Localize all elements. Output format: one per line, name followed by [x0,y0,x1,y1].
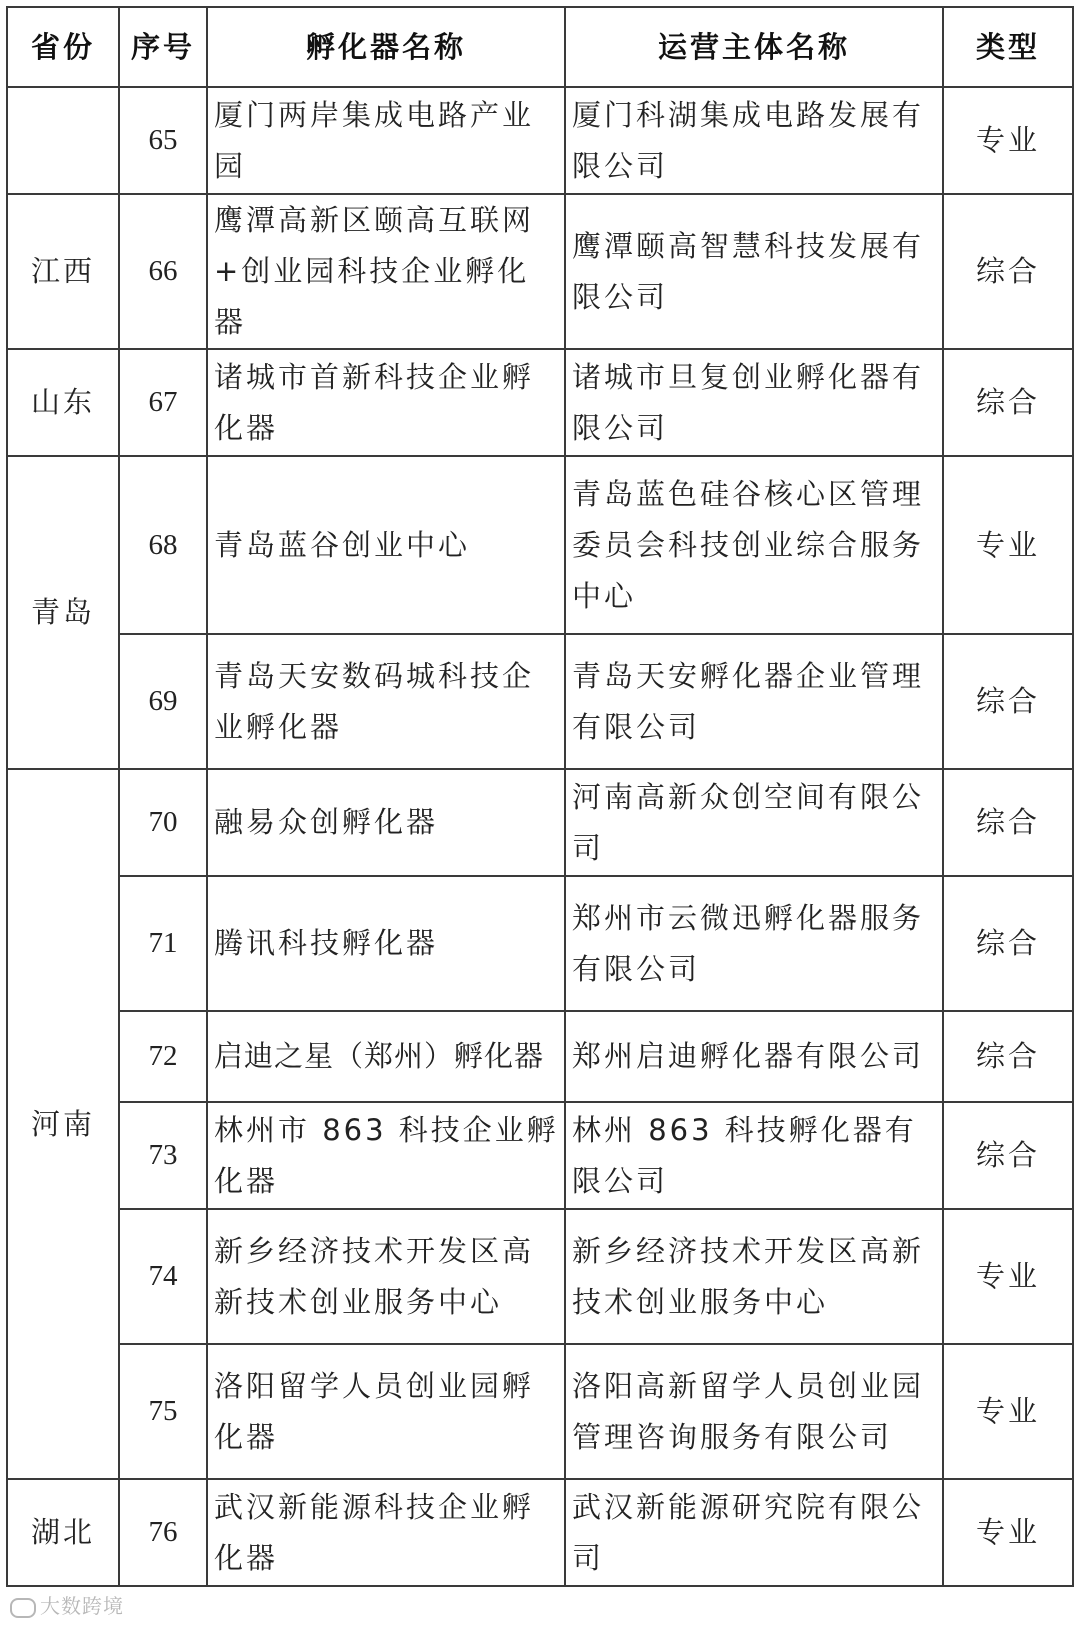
type-cell: 综合 [943,1011,1073,1102]
type-cell: 专业 [943,1479,1073,1586]
operator-name-cell: 鹰潭颐高智慧科技发展有限公司 [565,194,943,349]
operator-name-cell: 武汉新能源研究院有限公司 [565,1479,943,1586]
type-cell: 综合 [943,1102,1073,1209]
watermark [10,1590,124,1619]
operator-name-cell: 青岛蓝色硅谷核心区管理委员会科技创业综合服务中心 [565,456,943,634]
type-cell: 专业 [943,1344,1073,1479]
province-cell: 河南 [7,769,119,1479]
table-row [7,876,1073,1011]
type-cell: 综合 [943,634,1073,769]
serial-number-cell: 65 [119,87,207,194]
operator-name-cell: 郑州启迪孵化器有限公司 [565,1011,943,1102]
serial-number-cell: 76 [119,1479,207,1586]
table-row [7,769,1073,876]
incubator-name-cell: 洛阳留学人员创业园孵化器 [207,1344,565,1479]
header-org: 运营主体名称 [565,7,943,87]
serial-number-cell: 69 [119,634,207,769]
type-cell: 综合 [943,769,1073,876]
incubator-name-cell: 林州市 863 科技企业孵化器 [207,1102,565,1209]
table-row [7,634,1073,769]
header-type: 类型 [943,7,1073,87]
serial-number-cell: 68 [119,456,207,634]
operator-name-cell: 郑州市云微迅孵化器服务有限公司 [565,876,943,1011]
watermark-logo-icon [10,1598,36,1618]
serial-number-cell: 67 [119,349,207,456]
header-row [7,7,1073,87]
incubator-name-cell: 新乡经济技术开发区高新技术创业服务中心 [207,1209,565,1344]
type-cell: 专业 [943,1209,1073,1344]
operator-name-cell: 林州 863 科技孵化器有限公司 [565,1102,943,1209]
incubator-name-cell: 启迪之星（郑州）孵化器 [207,1011,565,1102]
incubator-name-cell: 青岛蓝谷创业中心 [207,456,565,634]
table-row [7,456,1073,634]
province-cell: 江西 [7,194,119,349]
table-row [7,1479,1073,1586]
operator-name-cell: 诸城市旦复创业孵化器有限公司 [565,349,943,456]
table-row [7,87,1073,194]
province-cell: 湖北 [7,1479,119,1586]
header-province: 省份 [7,7,119,87]
operator-name-cell: 青岛天安孵化器企业管理有限公司 [565,634,943,769]
table-row [7,1209,1073,1344]
incubator-name-cell: 融易众创孵化器 [207,769,565,876]
serial-number-cell: 70 [119,769,207,876]
province-cell [7,87,119,194]
table-row [7,1344,1073,1479]
serial-number-cell: 74 [119,1209,207,1344]
operator-name-cell: 河南高新众创空间有限公司 [565,769,943,876]
province-cell: 山东 [7,349,119,456]
incubator-name-cell: 腾讯科技孵化器 [207,876,565,1011]
watermark-text: 大数跨境 [40,1594,124,1618]
table-row [7,1011,1073,1102]
type-cell: 专业 [943,87,1073,194]
serial-number-cell: 73 [119,1102,207,1209]
table-row [7,1102,1073,1209]
header-name: 孵化器名称 [207,7,565,87]
table-row [7,194,1073,349]
incubator-name-cell: 鹰潭高新区颐高互联网+创业园科技企业孵化器 [207,194,565,349]
incubator-name-cell: 诸城市首新科技企业孵化器 [207,349,565,456]
type-cell: 综合 [943,876,1073,1011]
operator-name-cell: 洛阳高新留学人员创业园管理咨询服务有限公司 [565,1344,943,1479]
type-cell: 综合 [943,349,1073,456]
incubator-name-cell: 武汉新能源科技企业孵化器 [207,1479,565,1586]
serial-number-cell: 66 [119,194,207,349]
incubator-name-cell: 厦门两岸集成电路产业园 [207,87,565,194]
serial-number-cell: 75 [119,1344,207,1479]
incubator-table [6,6,1074,1587]
serial-number-cell: 72 [119,1011,207,1102]
operator-name-cell: 新乡经济技术开发区高新技术创业服务中心 [565,1209,943,1344]
serial-number-cell: 71 [119,876,207,1011]
incubator-name-cell: 青岛天安数码城科技企业孵化器 [207,634,565,769]
type-cell: 综合 [943,194,1073,349]
header-no: 序号 [119,7,207,87]
type-cell: 专业 [943,456,1073,634]
operator-name-cell: 厦门科湖集成电路发展有限公司 [565,87,943,194]
province-cell: 青岛 [7,456,119,769]
table-row [7,349,1073,456]
